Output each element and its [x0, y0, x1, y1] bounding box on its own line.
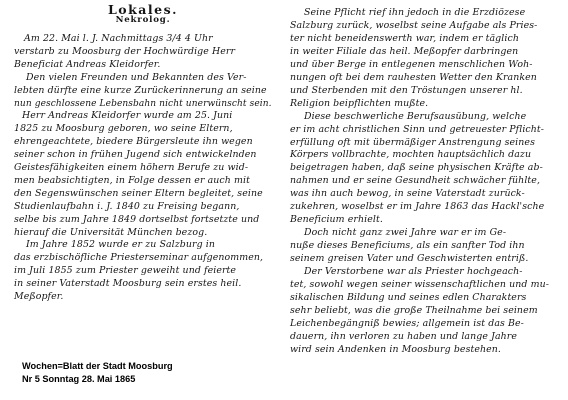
left-text-line: Den vielen Freunden und Bekannten des Ver- — [26, 71, 247, 83]
left-text-line: men beabsichtigten, in Folge dessen er auch mit — [14, 174, 250, 186]
right-text-line: in weiter Filiale das heil. Meßopfer darbringen — [290, 45, 519, 57]
left-text-line: Beneficiat Andreas Kleidorfer. — [14, 58, 161, 70]
right-text-line: er im acht christlichen Sinn und getreuester Pflicht- — [290, 123, 545, 135]
left-text-line: das erzbischöfliche Priesterseminar aufgenommen, — [14, 252, 264, 264]
right-text-line: Seine Pflicht rief ihn jedoch in die Erzdiözese — [304, 7, 526, 18]
left-text-line: hierauf die Universität München bezog. — [14, 226, 208, 238]
article-subtitle: Nekrolog. — [115, 15, 171, 25]
left-text-line: Studienlaufbahn i. J. 1840 zu Freising begann, — [14, 200, 240, 212]
right-text-line: sikalischen Bildung und seines edlen Charakters — [290, 291, 527, 303]
right-text-line: und Sterbenden mit den Tröstungen unserer hl. — [290, 84, 523, 96]
left-text-line: seiner schon in frühen Jugend sich entwickelnden — [14, 149, 257, 161]
left-text-line: ehrengeachtete, biedere Bürgersleute ihn wegen — [14, 136, 253, 148]
left-text-line: Herr Andreas Kleidorfer wurde am 25. Juni — [22, 110, 233, 122]
right-text-line: nungen oft bei dem rauhesten Wetter den Kranken — [290, 71, 537, 83]
left-text-line: in seiner Vaterstadt Moosburg sein erstes heil. — [14, 278, 242, 290]
article-title: Lokales. — [108, 2, 178, 17]
right-text-line: seinem greisen Vater und Geschwisterten entriß. — [290, 253, 529, 265]
right-text-line: Salzburg zurück, woselbst seine Aufgabe als Pries- — [290, 19, 538, 31]
left-text-line: Geistesfähigkeiten einem höhern Berufe zu wid- — [14, 162, 249, 173]
left-text-line: den Segenswünschen seiner Eltern begleitet, seine — [14, 187, 263, 199]
left-text-line: Am 22. Mai l. J. Nachmittags 3/4 4 Uhr — [24, 33, 213, 44]
right-text-line: Doch nicht ganz zwei Jahre war er im Ge- — [304, 227, 507, 239]
right-text-line: ter nicht beneidenswerth war, indem er täglich — [290, 32, 519, 44]
left-text-line: 1825 zu Moosburg geboren, wo seine Eltern, — [14, 123, 233, 135]
left-text-line: verstarb zu Moosburg der Hochwürdige Herr — [14, 45, 236, 57]
caption-issue-date: Nr 5 Sonntag 28. Mai 1865 — [22, 374, 136, 384]
right-text-line: Körpers vollbrachte, mochten hauptsächlich dazu — [290, 149, 532, 161]
right-text-line: Religion beipflichten mußte. — [290, 97, 429, 109]
right-text-line: tet, sowohl wegen seiner wissenschaftlichen und mu- — [290, 278, 549, 290]
right-text-line: Leichenbegängniß bewies; allgemein ist das Be- — [290, 317, 524, 329]
right-text-line: nahmen und er seine Gesundheit schwächer fühlte, — [290, 175, 541, 187]
right-text-line: Beneficium erhielt. — [290, 214, 383, 226]
left-text-line: nun geschlossene Lebensbahn nicht unerwünscht sein. — [14, 97, 272, 109]
left-text-line: lebten dürfte eine kurze Zurückerinnerung an seine — [14, 84, 267, 96]
left-text-line: im Juli 1855 zum Priester geweiht und feierte — [14, 265, 237, 277]
right-text-line: beigetragen haben, daß seine physischen Kräfte ab- — [290, 162, 543, 174]
right-text-line: sehr beliebt, was die große Theilnahme bei seinem — [290, 304, 538, 316]
right-text-line: und über Berge in entlegenen menschlichen Woh- — [290, 58, 533, 70]
right-text-line: zukehren, woselbst er im Jahre 1863 das Hackl'sche — [290, 201, 545, 213]
left-text-line: Im Jahre 1852 wurde er zu Salzburg in — [26, 239, 216, 251]
left-text-line: Meßopfer. — [14, 291, 64, 302]
right-text-line: Der Verstorbene war als Priester hochgeach- — [304, 266, 523, 277]
right-text-line: was ihn auch bewog, in seine Vaterstadt zurück- — [290, 188, 525, 200]
left-text-line: selbe bis zum Jahre 1849 dortselbst fortsetzte und — [14, 213, 260, 225]
right-text-line: erfüllung oft mit übermäßiger Anstrengung seines — [290, 136, 535, 148]
caption-source: Wochen=Blatt der Stadt Moosburg — [22, 361, 173, 371]
right-text-line: wird sein Andenken in Moosburg bestehen. — [290, 343, 502, 355]
right-text-line: nuße dieses Beneficiums, als ein sanfter Tod ihn — [290, 240, 525, 252]
right-text-line: Diese beschwerliche Berufsausübung, welche — [304, 110, 527, 122]
right-text-line: dauern, ihn verloren zu haben und lange Jahre — [290, 330, 518, 342]
